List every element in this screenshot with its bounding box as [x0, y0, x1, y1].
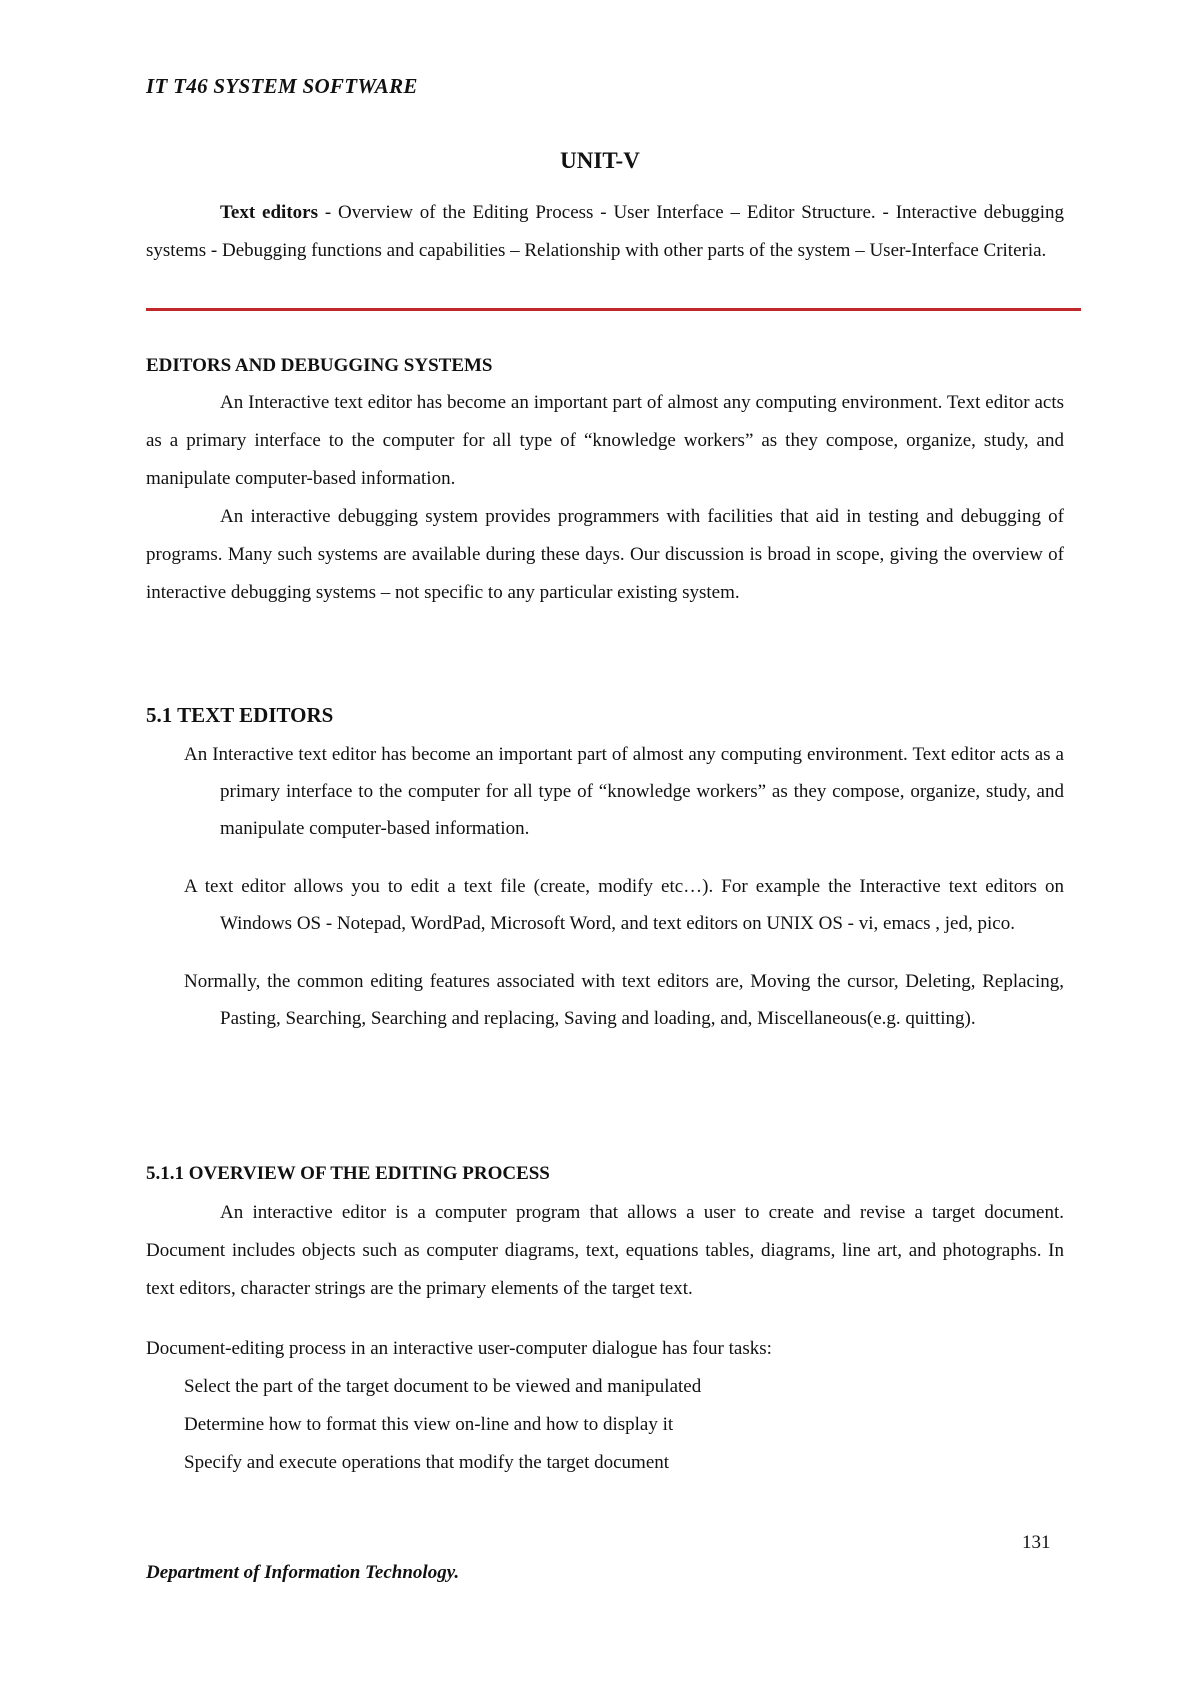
text-editors-item-1: An Interactive text editor has become an important part of almost any computing environment. Text editor acts as a primary interface to the computer for all type of “knowledge workers” as they compose, organize, study, and manipulate computer-based information. — [184, 744, 1064, 839]
text-editors-item-2: A text editor allows you to edit a text file (create, modify etc…). For example the Interactive text editors on Windows OS - Notepad, WordPad, Microsoft Word, and text editors on UNIX OS - vi, emacs , jed, pico. — [184, 876, 1064, 934]
section-divider-rule — [146, 308, 1081, 311]
page-number: 131 — [1022, 1532, 1051, 1553]
syllabus-lead: Text editors — [220, 202, 318, 223]
text-editors-item-3: Normally, the common editing features associated with text editors are, Moving the cursor, Deleting, Replacing, Pasting, Searching, Searching and replacing, Saving and loading, and, Miscellaneous(e.g. quitting). — [184, 971, 1064, 1029]
overview-task-2: Determine how to format this view on-line and how to display it — [184, 1414, 674, 1435]
editors-debugging-section — [146, 352, 1064, 612]
unit-title: UNIT-V — [560, 148, 640, 173]
overview-task-1: Select the part of the target document to be viewed and manipulated — [184, 1376, 702, 1397]
running-header-title: IT T46 SYSTEM SOFTWARE — [146, 74, 418, 98]
editors-debugging-para-1: An Interactive text editor has become an important part of almost any computing environment. Text editor acts as a primary interface to the computer for all type of “knowledge workers” as they compose, organize, study, and manipulate computer-based information. — [146, 392, 1064, 489]
unit-syllabus — [146, 194, 1064, 270]
overview-task-3: Specify and execute operations that modify the target document — [184, 1452, 670, 1473]
editors-debugging-heading: EDITORS AND DEBUGGING SYSTEMS — [146, 355, 493, 376]
syllabus-topics: - Overview of the Editing Process - User Interface – Editor Structure. - Interactive debugging systems - Debugging functions and capabilities – Relationship with other parts of the system – User-Interface Criteria. — [146, 202, 1064, 261]
overview-tasks-intro: Document-editing process in an interactive user-computer dialogue has four tasks: — [146, 1338, 772, 1359]
editors-debugging-para-2: An interactive debugging system provides programmers with facilities that aid in testing and debugging of programs. Many such systems are available during these days. Our discussion is broad in scope, giving the overview of interactive debugging systems – not specific to any particular existing system. — [146, 506, 1064, 603]
text-editors-heading: 5.1 TEXT EDITORS — [146, 703, 334, 727]
footer-department: Department of Information Technology. — [146, 1562, 460, 1583]
overview-heading: 5.1.1 OVERVIEW OF THE EDITING PROCESS — [146, 1163, 550, 1184]
overview-para-1: An interactive editor is a computer program that allows a user to create and revise a target document. Document includes objects such as computer diagrams, text, equations tables, diagrams, line art, and photographs. In text editors, character strings are the primary elements of the target text. — [146, 1202, 1064, 1299]
overview-section — [146, 1160, 1064, 1482]
text-editors-section — [146, 700, 1064, 1037]
